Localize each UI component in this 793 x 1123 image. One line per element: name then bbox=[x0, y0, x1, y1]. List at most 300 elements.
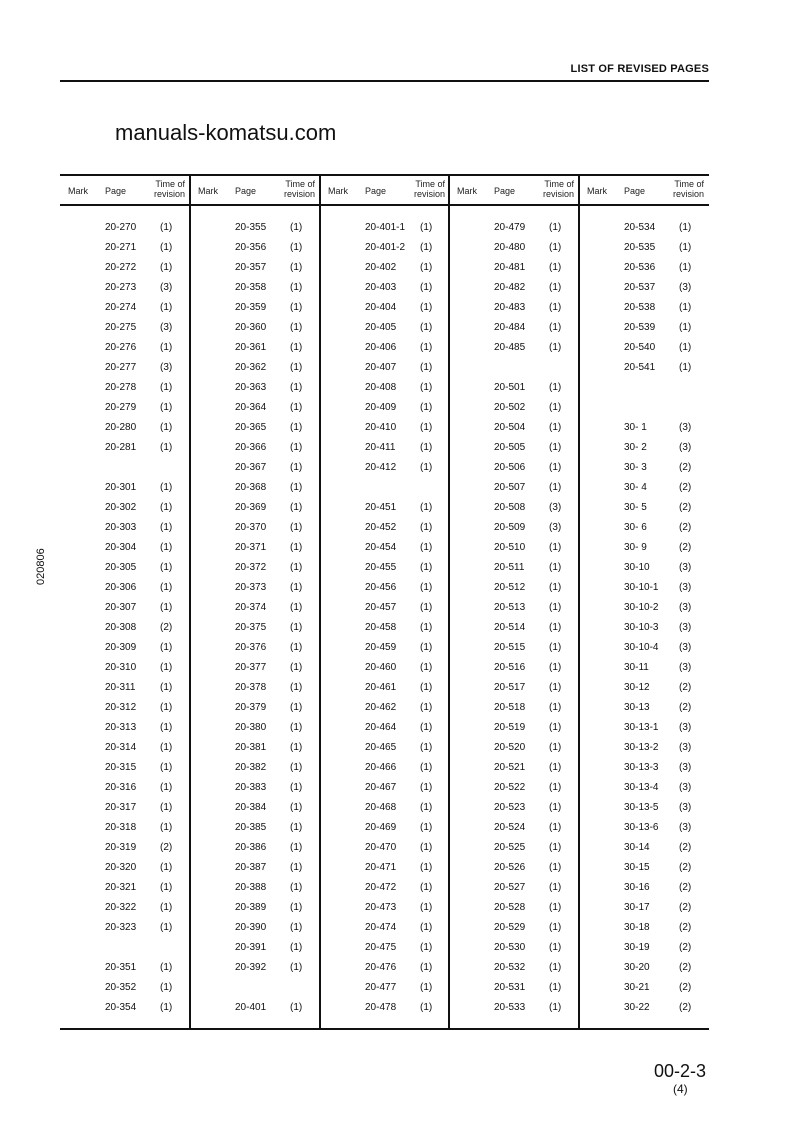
revision-cell: (1) bbox=[679, 322, 692, 333]
page-cell: 30- 3 bbox=[624, 462, 647, 473]
table-row bbox=[449, 802, 578, 822]
revision-cell: (1) bbox=[160, 902, 173, 913]
header-mark: Mark bbox=[68, 186, 88, 196]
page-cell: 20-401-1 bbox=[365, 222, 406, 233]
revision-cell: (1) bbox=[420, 942, 433, 953]
table-row bbox=[579, 962, 708, 982]
page-cell: 20-361 bbox=[235, 342, 267, 353]
header-time-line2: revision bbox=[542, 189, 574, 199]
page-cell: 20-320 bbox=[105, 862, 137, 873]
table-row bbox=[320, 242, 449, 262]
header-page: Page bbox=[624, 186, 646, 196]
page-cell: 20-305 bbox=[105, 562, 137, 573]
revision-cell: (1) bbox=[290, 322, 303, 333]
table-row bbox=[60, 942, 189, 962]
table-row bbox=[579, 562, 708, 582]
page-cell: 20-391 bbox=[235, 942, 267, 953]
table-row bbox=[320, 942, 449, 962]
revision-cell: (1) bbox=[420, 362, 433, 373]
header-time-line1: Time of bbox=[285, 179, 315, 189]
table-row bbox=[60, 302, 189, 322]
page-cell: 20-373 bbox=[235, 582, 267, 593]
revision-cell: (1) bbox=[290, 362, 303, 373]
page-cell: 20-457 bbox=[365, 602, 397, 613]
table-row bbox=[60, 642, 189, 662]
page-cell: 20-364 bbox=[235, 402, 267, 413]
revision-cell: (1) bbox=[160, 482, 173, 493]
revision-cell: (1) bbox=[160, 302, 173, 313]
revision-cell: (2) bbox=[679, 522, 692, 533]
revision-cell: (1) bbox=[549, 602, 562, 613]
table-row bbox=[60, 442, 189, 462]
page-cell: 20-368 bbox=[235, 482, 267, 493]
page-cell: 20-452 bbox=[365, 522, 397, 533]
page-cell: 20-362 bbox=[235, 362, 267, 373]
revision-cell: (1) bbox=[290, 222, 303, 233]
page-cell: 20-539 bbox=[624, 322, 656, 333]
revision-cell: (1) bbox=[549, 582, 562, 593]
page-cell: 20-410 bbox=[365, 422, 397, 433]
page-cell: 20-270 bbox=[105, 222, 137, 233]
table-row bbox=[320, 402, 449, 422]
revision-cell: (1) bbox=[420, 442, 433, 453]
table-row bbox=[579, 862, 708, 882]
page-cell: 20-308 bbox=[105, 622, 137, 633]
page-cell: 20-386 bbox=[235, 842, 267, 853]
header-time bbox=[414, 179, 445, 199]
table-row bbox=[579, 602, 708, 622]
page-cell: 20-458 bbox=[365, 622, 397, 633]
table-row bbox=[320, 762, 449, 782]
page-cell: 20-372 bbox=[235, 562, 267, 573]
revision-cell: (1) bbox=[420, 422, 433, 433]
table-row bbox=[60, 962, 189, 982]
table-row bbox=[60, 502, 189, 522]
table-row bbox=[449, 582, 578, 602]
page-cell: 20-363 bbox=[235, 382, 267, 393]
revision-cell: (1) bbox=[549, 802, 562, 813]
revision-cell: (1) bbox=[420, 622, 433, 633]
revision-cell: (3) bbox=[679, 802, 692, 813]
revision-cell: (2) bbox=[679, 502, 692, 513]
table-row bbox=[60, 542, 189, 562]
table-row bbox=[449, 462, 578, 482]
header-time bbox=[543, 179, 574, 199]
page-cell: 20-532 bbox=[494, 962, 526, 973]
table-row bbox=[579, 822, 708, 842]
page-cell: 20-307 bbox=[105, 602, 137, 613]
table-column bbox=[579, 175, 708, 1013]
revision-cell: (1) bbox=[290, 1002, 303, 1013]
table-row bbox=[579, 422, 708, 442]
table-row bbox=[190, 642, 319, 662]
column-header bbox=[320, 175, 449, 205]
revision-cell: (1) bbox=[290, 762, 303, 773]
table-row bbox=[320, 382, 449, 402]
page-cell: 20-525 bbox=[494, 842, 526, 853]
page-cell: 20-406 bbox=[365, 342, 397, 353]
table-row bbox=[449, 742, 578, 762]
revision-cell: (1) bbox=[420, 342, 433, 353]
column-header bbox=[579, 175, 708, 205]
header-time-line1: Time of bbox=[155, 179, 185, 189]
page-cell: 30-13-1 bbox=[624, 722, 659, 733]
table-row bbox=[60, 802, 189, 822]
revision-cell: (1) bbox=[290, 282, 303, 293]
page-cell: 20-517 bbox=[494, 682, 526, 693]
page-cell: 20-479 bbox=[494, 222, 526, 233]
page-cell: 20-321 bbox=[105, 882, 137, 893]
page-cell: 20-471 bbox=[365, 862, 397, 873]
table-row bbox=[60, 842, 189, 862]
revision-cell: (1) bbox=[420, 562, 433, 573]
page-cell: 20-401 bbox=[235, 1002, 267, 1013]
table-row bbox=[579, 642, 708, 662]
revision-cell: (1) bbox=[420, 742, 433, 753]
page-cell: 20-524 bbox=[494, 822, 526, 833]
table-row bbox=[320, 982, 449, 1002]
revision-cell: (1) bbox=[290, 902, 303, 913]
page-cell: 20-456 bbox=[365, 582, 397, 593]
revision-cell: (3) bbox=[679, 762, 692, 773]
table-row bbox=[60, 742, 189, 762]
table-row bbox=[320, 862, 449, 882]
column-header bbox=[449, 175, 578, 205]
page-cell: 20-371 bbox=[235, 542, 267, 553]
table-row bbox=[190, 462, 319, 482]
table-column bbox=[60, 175, 189, 1013]
revision-cell: (1) bbox=[549, 922, 562, 933]
page-cell: 20-377 bbox=[235, 662, 267, 673]
page-cell: 20-379 bbox=[235, 702, 267, 713]
revision-cell: (1) bbox=[420, 282, 433, 293]
page-cell: 20-310 bbox=[105, 662, 137, 673]
table-row bbox=[449, 422, 578, 442]
header-time-line1: Time of bbox=[415, 179, 445, 189]
revision-cell: (1) bbox=[290, 302, 303, 313]
revision-cell: (1) bbox=[420, 902, 433, 913]
revision-cell: (1) bbox=[290, 462, 303, 473]
revision-cell: (1) bbox=[420, 522, 433, 533]
revision-cell: (1) bbox=[549, 842, 562, 853]
revision-cell: (3) bbox=[160, 282, 173, 293]
table-row bbox=[579, 762, 708, 782]
table-row bbox=[449, 762, 578, 782]
table-row bbox=[60, 582, 189, 602]
revision-cell: (1) bbox=[420, 922, 433, 933]
revision-cell: (1) bbox=[549, 482, 562, 493]
table-row bbox=[320, 702, 449, 722]
revision-cell: (1) bbox=[420, 222, 433, 233]
revision-cell: (1) bbox=[160, 562, 173, 573]
page-cell: 20-520 bbox=[494, 742, 526, 753]
revision-cell: (2) bbox=[679, 1002, 692, 1013]
revision-cell: (1) bbox=[420, 642, 433, 653]
page-cell: 20-278 bbox=[105, 382, 137, 393]
table-row bbox=[190, 502, 319, 522]
page-cell: 30- 9 bbox=[624, 542, 647, 553]
page-cell: 20-313 bbox=[105, 722, 137, 733]
table-row bbox=[449, 562, 578, 582]
revision-cell: (1) bbox=[420, 502, 433, 513]
revision-cell: (1) bbox=[160, 982, 173, 993]
page-cell: 20-306 bbox=[105, 582, 137, 593]
revision-cell: (2) bbox=[160, 842, 173, 853]
page-cell: 20-409 bbox=[365, 402, 397, 413]
page-cell: 20-511 bbox=[494, 562, 525, 573]
page-cell: 20-509 bbox=[494, 522, 526, 533]
revision-cell: (1) bbox=[420, 582, 433, 593]
table-row bbox=[579, 382, 708, 402]
table-row bbox=[449, 402, 578, 422]
table-row bbox=[449, 602, 578, 622]
revision-cell: (1) bbox=[160, 862, 173, 873]
page-cell: 20-470 bbox=[365, 842, 397, 853]
table-row bbox=[190, 842, 319, 862]
header-mark: Mark bbox=[457, 186, 477, 196]
page-cell: 20-506 bbox=[494, 462, 526, 473]
table-column bbox=[449, 175, 578, 1013]
page-cell: 20-461 bbox=[365, 682, 397, 693]
table-row bbox=[320, 642, 449, 662]
revision-cell: (1) bbox=[549, 782, 562, 793]
table-row bbox=[449, 342, 578, 362]
revision-cell: (1) bbox=[549, 222, 562, 233]
table-column bbox=[190, 175, 319, 1013]
table-row bbox=[190, 542, 319, 562]
page-cell: 20-538 bbox=[624, 302, 656, 313]
page-cell: 30-10-4 bbox=[624, 642, 659, 653]
revision-cell: (1) bbox=[549, 622, 562, 633]
header-time-line1: Time of bbox=[544, 179, 574, 189]
page-cell: 20-483 bbox=[494, 302, 526, 313]
revision-cell: (2) bbox=[679, 542, 692, 553]
table-row bbox=[60, 822, 189, 842]
column-header bbox=[190, 175, 319, 205]
table-row bbox=[190, 422, 319, 442]
table-row bbox=[449, 1002, 578, 1022]
revision-cell: (1) bbox=[420, 882, 433, 893]
page-cell: 20-407 bbox=[365, 362, 397, 373]
table-row bbox=[320, 922, 449, 942]
page-cell: 20-482 bbox=[494, 282, 526, 293]
revision-cell: (1) bbox=[549, 342, 562, 353]
table-row bbox=[60, 482, 189, 502]
page-cell: 30-16 bbox=[624, 882, 650, 893]
page-cell: 20-464 bbox=[365, 722, 397, 733]
table-row bbox=[190, 322, 319, 342]
revision-cell: (2) bbox=[679, 682, 692, 693]
header-time-line2: revision bbox=[283, 189, 315, 199]
revision-cell: (1) bbox=[290, 642, 303, 653]
table-row bbox=[579, 322, 708, 342]
page-cell: 20-365 bbox=[235, 422, 267, 433]
revision-cell: (1) bbox=[420, 382, 433, 393]
page-cell: 20-408 bbox=[365, 382, 397, 393]
table-row bbox=[190, 262, 319, 282]
page-cell: 20-531 bbox=[494, 982, 526, 993]
page-cell: 20-375 bbox=[235, 622, 267, 633]
page-cell: 20-271 bbox=[105, 242, 137, 253]
revision-cell: (1) bbox=[549, 942, 562, 953]
page-cell: 20-505 bbox=[494, 442, 526, 453]
revision-cell: (1) bbox=[160, 382, 173, 393]
page-cell: 20-387 bbox=[235, 862, 267, 873]
table-row bbox=[190, 1002, 319, 1022]
page-cell: 30- 1 bbox=[624, 422, 647, 433]
revision-cell: (1) bbox=[549, 322, 562, 333]
page-cell: 20-459 bbox=[365, 642, 397, 653]
table-row bbox=[449, 222, 578, 242]
revision-cell: (2) bbox=[160, 622, 173, 633]
table-row bbox=[60, 782, 189, 802]
table-row bbox=[449, 682, 578, 702]
page-cell: 20-389 bbox=[235, 902, 267, 913]
revision-cell: (1) bbox=[549, 262, 562, 273]
table-row bbox=[320, 722, 449, 742]
page-cell: 30-18 bbox=[624, 922, 650, 933]
page-cell: 20-311 bbox=[105, 682, 136, 693]
table-row bbox=[449, 642, 578, 662]
revision-cell: (2) bbox=[679, 462, 692, 473]
page-cell: 30-12 bbox=[624, 682, 650, 693]
revision-cell: (1) bbox=[290, 562, 303, 573]
table-row bbox=[190, 862, 319, 882]
revision-cell: (1) bbox=[420, 322, 433, 333]
page-cell: 20-540 bbox=[624, 342, 656, 353]
table-row bbox=[190, 982, 319, 1002]
table-row bbox=[60, 882, 189, 902]
page-cell: 30-13-3 bbox=[624, 762, 659, 773]
table-row bbox=[449, 922, 578, 942]
revision-cell: (1) bbox=[160, 882, 173, 893]
revision-cell: (1) bbox=[160, 962, 173, 973]
page-cell: 20-481 bbox=[494, 262, 526, 273]
page-cell: 20-466 bbox=[365, 762, 397, 773]
revision-cell: (1) bbox=[679, 342, 692, 353]
table-row bbox=[60, 662, 189, 682]
table-row bbox=[60, 562, 189, 582]
revision-cell: (3) bbox=[679, 602, 692, 613]
table-row bbox=[320, 342, 449, 362]
revision-cell: (3) bbox=[679, 562, 692, 573]
revision-cell: (2) bbox=[679, 842, 692, 853]
page-cell: 20-276 bbox=[105, 342, 137, 353]
revision-cell: (1) bbox=[290, 542, 303, 553]
table-row bbox=[579, 522, 708, 542]
header-time bbox=[154, 179, 185, 199]
page-cell: 20-528 bbox=[494, 902, 526, 913]
page-cell: 20-319 bbox=[105, 842, 137, 853]
table-row bbox=[190, 522, 319, 542]
revision-cell: (3) bbox=[679, 442, 692, 453]
table-row bbox=[449, 862, 578, 882]
revision-cell: (1) bbox=[160, 522, 173, 533]
table-row bbox=[190, 822, 319, 842]
page-cell: 20-467 bbox=[365, 782, 397, 793]
revision-cell: (1) bbox=[160, 502, 173, 513]
revision-cell: (1) bbox=[679, 362, 692, 373]
table-row bbox=[60, 602, 189, 622]
page-cell: 20-412 bbox=[365, 462, 397, 473]
page-cell: 20-402 bbox=[365, 262, 397, 273]
page-cell: 20-535 bbox=[624, 242, 656, 253]
page-cell: 20-462 bbox=[365, 702, 397, 713]
table-row bbox=[190, 902, 319, 922]
page-cell: 20-322 bbox=[105, 902, 137, 913]
revision-cell: (1) bbox=[160, 442, 173, 453]
page-cell: 20-388 bbox=[235, 882, 267, 893]
revision-cell: (1) bbox=[549, 902, 562, 913]
revision-cell: (1) bbox=[549, 422, 562, 433]
table-row bbox=[579, 442, 708, 462]
revision-cell: (1) bbox=[160, 922, 173, 933]
table-row bbox=[320, 742, 449, 762]
page-cell: 20-533 bbox=[494, 1002, 526, 1013]
revision-cell: (1) bbox=[160, 682, 173, 693]
table-row bbox=[320, 362, 449, 382]
page-cell: 30-10-1 bbox=[624, 582, 659, 593]
table-row bbox=[449, 302, 578, 322]
page-cell: 20-280 bbox=[105, 422, 137, 433]
table-row bbox=[190, 362, 319, 382]
page-cell: 20-314 bbox=[105, 742, 137, 753]
page-cell: 30- 2 bbox=[624, 442, 647, 453]
table-row bbox=[60, 422, 189, 442]
header-time bbox=[284, 179, 315, 199]
table-row bbox=[579, 882, 708, 902]
table-row bbox=[320, 842, 449, 862]
revision-cell: (3) bbox=[549, 502, 562, 513]
table-row bbox=[190, 222, 319, 242]
page-cell: 20-523 bbox=[494, 802, 526, 813]
page-cell: 20-465 bbox=[365, 742, 397, 753]
page-cell: 20-485 bbox=[494, 342, 526, 353]
table-row bbox=[449, 382, 578, 402]
table-row bbox=[579, 742, 708, 762]
page-cell: 20-477 bbox=[365, 982, 397, 993]
revision-cell: (1) bbox=[549, 702, 562, 713]
revision-cell: (1) bbox=[290, 882, 303, 893]
revision-cell: (1) bbox=[290, 942, 303, 953]
table-row bbox=[190, 562, 319, 582]
revision-cell: (1) bbox=[290, 342, 303, 353]
header-time-line2: revision bbox=[672, 189, 704, 199]
revision-cell: (1) bbox=[160, 422, 173, 433]
revision-cell: (3) bbox=[679, 822, 692, 833]
table-row bbox=[190, 602, 319, 622]
page-cell: 20-475 bbox=[365, 942, 397, 953]
revision-cell: (1) bbox=[549, 822, 562, 833]
page-cell: 20-404 bbox=[365, 302, 397, 313]
table-row bbox=[579, 342, 708, 362]
header-page: Page bbox=[365, 186, 387, 196]
page-cell: 20-411 bbox=[365, 442, 396, 453]
revision-cell: (1) bbox=[290, 722, 303, 733]
page-cell: 20-516 bbox=[494, 662, 526, 673]
page-cell: 20-384 bbox=[235, 802, 267, 813]
revision-cell: (1) bbox=[420, 782, 433, 793]
revision-cell: (1) bbox=[420, 1002, 433, 1013]
revision-cell: (1) bbox=[290, 582, 303, 593]
page-cell: 20-536 bbox=[624, 262, 656, 273]
revision-cell: (1) bbox=[160, 822, 173, 833]
table-row bbox=[190, 962, 319, 982]
revision-cell: (2) bbox=[679, 982, 692, 993]
table-row bbox=[320, 282, 449, 302]
revision-cell: (1) bbox=[290, 682, 303, 693]
table-row bbox=[60, 522, 189, 542]
